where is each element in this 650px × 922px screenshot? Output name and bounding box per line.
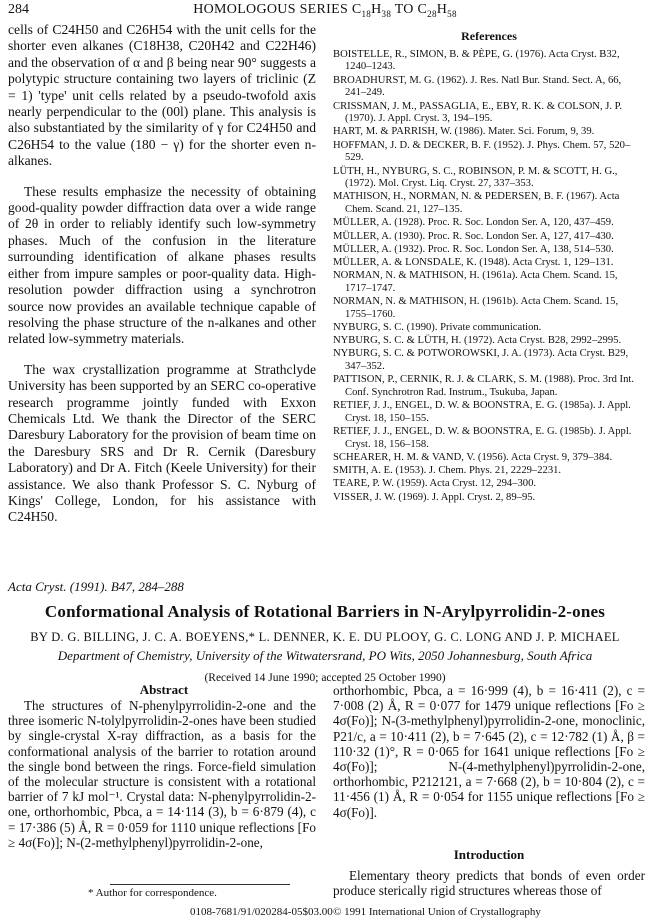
abstract-right: orthorhombic, Pbca, a = 16·999 (4), b = 16·411 (2), c = 7·008 (2) Å, R = 0·077 for 1479 unique reflections [Fo ≥ 4σ(Fo)]; N-(3-methylphenyl)pyrrolidin-2-one, monoclinic, P21/c, a = 10·411 (2), b = 7·645 (2), c = 12·782 (1) Å, β = 110·32 (1)°, R = 0·065 for 1641 unique reflections [Fo ≥ 4σ(Fo)]; N-(4-methylphenyl)pyrrolidin-2-one, orthorhombic, P212121, a = 7·668 (2), b = 10·804 (2), c = 11·456 (1) Å, R = 0·054 for 1155 unique reflections [Fo ≥ 4σ(Fo)]. [333,683,645,820]
reference-item: BROADHURST, M. G. (1962). J. Res. Natl Bur. Stand. Sect. A, 66, 241–249. [333,74,622,99]
references-heading: References [461,29,517,43]
page-number: 284 [8,2,29,17]
reference-item: MATHISON, H., NORMAN, N. & PEDERSEN, B. F. (1967). Acta Chem. Scand. 21, 127–135. [333,191,620,216]
reference-item: CRISSMAN, J. M., PASSAGLIA, E., EBY, R. K. & COLSON, J. P. (1970). J. Appl. Cryst. 3, 194–195. [333,100,623,125]
reference-item: SCHEARER, H. M. & VAND, V. (1956). Acta Cryst. 9, 379–384. [333,452,613,463]
reference-item: HOFFMAN, J. D. & DECKER, B. F. (1952). J. Phys. Chem. 57, 520–529. [333,139,631,164]
reference-item: RETIEF, J. J., ENGEL, D. W. & BOONSTRA, E. G. (1985a). J. Appl. Cryst. 18, 150–155. [333,400,631,424]
reference-item: HART, M. & PARRISH, W. (1986). Mater. Sci. Forum, 9, 39. [333,126,595,138]
footnote: * Author for correspondence. [88,887,217,899]
running-title: HOMOLOGOUS SERIES $C_{18}H_{38}$ TO $C_{28}H_{58}$ [193,2,457,19]
abstract-heading: Abstract [139,682,189,697]
reference-item: MÜLLER, A. & LONSDALE, K. (1948). Acta Cryst. 1, 129–131. [333,256,614,268]
reference-item: TEARE, P. W. (1959). Acta Cryst. 12, 294–300. [333,478,537,490]
page-header [0,0,650,22]
reference-item: NYBURG, S. C. (1990). Private communication. [333,321,542,333]
reference-item: BOISTELLE, R., SIMON, B. & PÈPE, G. (1976). Acta Cryst. B32, 1240–1243. [333,48,620,73]
left-column-text [8,22,316,540]
article-citation: Acta Cryst. (1991). B47, 284–288 [8,579,184,594]
footnote-divider [110,884,290,885]
author-list: BY D. G. BILLING, J. C. A. BOEYENS,* L. DENNER, K. E. DU PLOOY, G. C. LONG AND J. P. MICHAEL [30,630,620,644]
affiliation: Department of Chemistry, University of the Witwatersrand, PO Wits, 2050 Johannesburg, South Africa [57,648,593,663]
article-title: Conformational Analysis of Rotational Barriers in N-Arylpyrrolidin-2-ones [44,602,606,621]
reference-item: LÜTH, H., NYBURG, S. C., ROBINSON, P. M. & SCOTT, H. G., (1972). Mol. Cryst. Liq. Cryst. 27, 337–353. [333,165,618,190]
introduction-heading: Introduction [453,847,525,862]
reference-item: RETIEF, J. J., ENGEL, D. W. & BOONSTRA, E. G. (1985b). J. Appl. Cryst. 18, 156–158. [333,426,632,450]
reference-item: NYBURG, S. C. & LÜTH, H. (1972). Acta Cryst. B28, 2992–2995. [333,335,622,347]
reference-item: PATTISON, P., CERNIK, R. J. & CLARK, S. M. (1988). Proc. 3rd Int. Conf. Synchrotron Rad. Instrum., Tsukuba, Japan. [333,374,634,398]
introduction-text [333,868,645,898]
reference-item: MÜLLER, A. (1932). Proc. R. Soc. London Ser. A, 138, 514–530. [333,243,614,255]
acknowledgements-paragraph: The wax crystallization programme at Strathclyde University has been supported by an SERC co-operative research programme jointly funded with Exxon Chemicals Ltd. We thank the Director of the SERC Daresbury Laboratory for the provision of beam time on the Daresbury SRS and Dr R. Cernik (Daresbury Laboratory) and Dr A. Fitch (Keele University) for their assistance. We also thank Professor S. C. Nyburg of Kings' College, London, for his assistance with C24H50. [8,361,316,525]
reference-item: MÜLLER, A. (1930). Proc. R. Soc. London Ser. A, 127, 417–430. [333,230,614,242]
received-dates: (Received 14 June 1990; accepted 25 October 1990) [204,672,446,684]
abstract-text: The structures of N-phenylpyrrolidin-2-one and the three isomeric N-tolylpyrrolidin-2-ones have been studied by single-crystal X-ray diffraction, as a basis for the conformational analysis of the barrier to rotation around the single bond between the rings. Force-field simulation of the molecular structure is consistent with a rotational barrier of 7 kJ mol⁻¹. Crystal data: N-phenylpyrrolidin-2-one, orthorhombic, Pbca, a = 14·114 (3), b = 6·879 (4), c = 17·386 (5) Å, R = 0·059 for 1110 unique reflections [Fo ≥ 4σ(Fo)]; N-(2-methylphenyl)pyrrolidin-2-one, [8,698,316,850]
reference-item: NORMAN, N. & MATHISON, H. (1961b). Acta Chem. Scand. 15, 1755–1760. [333,296,619,320]
reference-item: MÜLLER, A. (1928). Proc. R. Soc. London Ser. A, 120, 437–459. [333,217,614,229]
body-paragraph-1: cells of C24H50 and C26H54 with the unit cells for the shorter even alkanes (C18H38, C20H42 and C22H46) and the observation of α and β being near 90° suggests a polytypic structure containing two layers of triclinic (Z = 1) 'type' unit cells related by a pseudo-twofold axis nearly perpendicular to the (00l) plane. This analysis is also substantiated by the similarity of γ for C24H50 and C26H54 to the value (180 − γ) for the shorter even n-alkanes. [8,22,316,169]
reference-item: NYBURG, S. C. & POTWOROWSKI, J. A. (1973). Acta Cryst. B29, 347–352. [333,348,629,373]
abstract-left [8,698,316,850]
reference-item: SMITH, A. E. (1953). J. Chem. Phys. 21, 2229–2231. [333,465,562,477]
copyright-line: © 1991 International Union of Crystallography [333,906,541,918]
reference-list [333,49,645,505]
reference-item: VISSER, J. W. (1969). J. Appl. Cryst. 2, 89–95. [333,491,536,503]
introduction-paragraph: Elementary theory predicts that bonds of even order produce sterically rigid structures whereas those of [333,868,645,899]
issn-line: 0108-7681/91/020284-05$03.00 [190,906,333,918]
body-paragraph-2: These results emphasize the necessity of obtaining good-quality powder diffraction data over a wide range of 2θ in order to reliably identify such low-symmetry phases. Much of the confusion in the literature surrounding identification of alkane phases results either from impure samples or poor-quality data. High-resolution powder diffraction using a synchrotron source now provides an available technique capable of resolving the phase structure of the n-alkanes and other related low-symmetry materials. [8,183,316,347]
reference-item: NORMAN, N. & MATHISON, H. (1961a). Acta Chem. Scand. 15, 1717–1747. [333,270,618,294]
references-section [333,22,645,505]
